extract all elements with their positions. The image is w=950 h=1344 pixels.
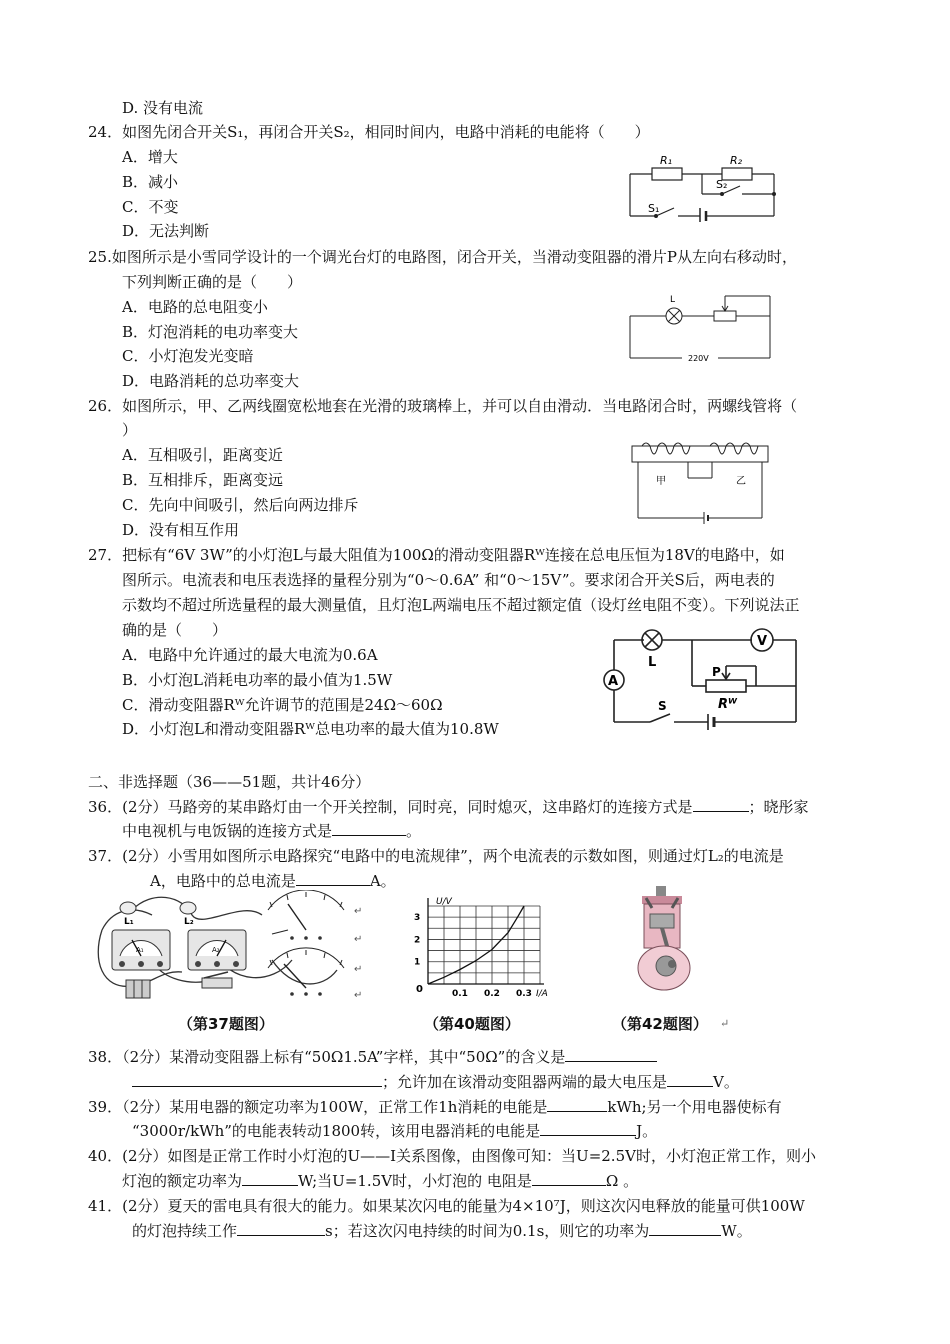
switch	[202, 978, 232, 988]
switch-label: S	[658, 699, 667, 713]
voltage-label: 220V	[688, 354, 709, 363]
q41-text-b: s；若这次闪电持续的时间为0.1s，则它的功率为	[325, 1222, 650, 1240]
lamp-label: L	[670, 295, 676, 305]
q36-line2	[122, 821, 421, 841]
q41-blank-2[interactable]	[649, 1221, 721, 1236]
q23-option-d: D. 没有电流	[122, 99, 204, 117]
fig40-ui-chart	[398, 892, 548, 1004]
svg-text:↵: ↵	[354, 964, 363, 975]
q26-option-a: A．互相吸引，距离变近	[122, 446, 283, 464]
q39-blank-2[interactable]	[540, 1121, 636, 1136]
coil-jia	[642, 443, 690, 454]
switch-s	[650, 714, 670, 722]
q39-text-c: “3000r/kWh”的电能表转动1800转，该用电器消耗的电能是	[132, 1122, 541, 1140]
x-axis-label: I/A	[536, 989, 548, 999]
coil-yi	[710, 443, 758, 454]
jia-label: 甲	[656, 476, 666, 487]
q40-line2	[122, 1171, 638, 1191]
y-axis-label: U/V	[436, 897, 452, 907]
q36-line1	[88, 797, 809, 817]
origin-label: 0	[416, 984, 423, 995]
q24-stem: 24．如图先闭合开关S₁，再闭合开关S₂，相同时间内，电路中消耗的电能将（ ）	[88, 123, 650, 141]
x-tick-label: 0.1	[452, 989, 468, 999]
voltmeter-label: V	[757, 634, 768, 649]
q36-text-b: ；晓彤家	[748, 798, 809, 816]
r1-label: R₁	[660, 154, 673, 167]
fig40-caption: （第40题图）	[424, 1015, 520, 1033]
q38-line1	[88, 1047, 657, 1067]
svg-text:↵: ↵	[354, 990, 363, 1001]
q38-line2	[132, 1072, 739, 1092]
q26-solenoid-figure	[628, 440, 773, 524]
glass-rod	[632, 446, 768, 462]
ammeter-dial-upper	[268, 890, 344, 934]
q27-option-a: A．电路中允许通过的最大电流为0.6A	[122, 646, 378, 664]
lamp-label: L	[648, 655, 657, 670]
q37-blank-total[interactable]	[296, 871, 370, 886]
ammeter-label: A	[608, 674, 619, 689]
q24-circuit-figure	[622, 150, 782, 222]
x-tick-label: 0.3	[516, 989, 532, 999]
piston	[650, 914, 674, 928]
q41-blank-1[interactable]	[237, 1221, 325, 1236]
q24-option-c: C．不变	[122, 198, 179, 216]
q24-option-b: B．减小	[122, 173, 179, 191]
q38-blank-2[interactable]	[667, 1072, 713, 1087]
bulb-l1	[120, 902, 136, 914]
rheostat-symbol	[714, 311, 736, 321]
q25-circuit-figure	[622, 286, 777, 366]
q26-option-b: B．互相排斥，距离变远	[122, 471, 284, 489]
q41-line2	[132, 1221, 752, 1241]
q25-stem-line2: 下列判断正确的是（ ）	[122, 273, 303, 291]
q40-text-b: W;当U=1.5V时，小灯泡的 电阻是	[298, 1172, 532, 1190]
q26-option-d: D．没有相互作用	[122, 521, 240, 539]
q37-text-b: A。	[369, 872, 396, 890]
y-tick-label: 1	[414, 957, 421, 968]
q24-option-a: A．增大	[122, 148, 178, 166]
q26-stem-line2: ）	[122, 421, 138, 439]
q39-blank-1[interactable]	[547, 1097, 607, 1112]
q27-stem-line1: 27．把标有“6V 3W”的小灯泡L与最大阻值为100Ω的滑动变阻器Rᵂ连接在总电压恒为18V的电路中，如	[88, 546, 785, 564]
q39-line2	[132, 1121, 657, 1141]
q27-option-d: D．小灯泡L和滑动变阻器Rᵂ总电功率的最大值为10.8W	[122, 720, 499, 738]
q25-option-b: B．灯泡消耗的电功率变大	[122, 323, 299, 341]
section2-heading: 二、非选择题（36——51题，共计46分）	[88, 773, 371, 791]
a1-label: A₁	[136, 946, 144, 954]
r2-label: R₂	[730, 154, 743, 167]
q36-blank-2[interactable]	[332, 821, 406, 836]
s2-label: S₂	[716, 178, 728, 191]
q39-text-b: kWh;另一个用电器使标有	[607, 1098, 782, 1116]
q39-line1	[88, 1097, 782, 1117]
bulb-l2	[180, 902, 196, 914]
svg-text:↵: ↵	[354, 906, 363, 917]
q40-line1: 40．(2分）如图是正常工作时小灯泡的U——I关系图像，由图像可知：当U=2.5V时，小灯泡正常工作，则小	[88, 1147, 816, 1165]
q36-text-c: 中电视机与电饭锅的连接方式是	[122, 822, 333, 840]
battery	[126, 980, 150, 998]
x-tick-label: 0.2	[484, 989, 500, 999]
q36-text-a: 36．(2分）马路旁的某串路灯由一个开关控制，同时亮，同时熄灭，这串路灯的连接方式是	[88, 798, 693, 816]
fig42-engine-image	[628, 884, 698, 994]
q36-blank-1[interactable]	[693, 797, 749, 812]
q27-stem-line4: 确的是（ ）	[122, 621, 228, 639]
y-tick-label: 3	[414, 913, 421, 924]
q40-blank-2[interactable]	[532, 1171, 606, 1186]
q27-circuit-figure	[596, 626, 816, 734]
q25-option-c: C．小灯泡发光变暗	[122, 347, 254, 365]
q40-blank-1[interactable]	[242, 1171, 298, 1186]
fig37-caption: （第37题图）	[178, 1015, 274, 1033]
q41-line1: 41．(2分）夏天的雷电具有很大的能力。如果某次闪电的能量为4×10⁷J，则这次闪电释放的能量可供100W	[88, 1197, 805, 1215]
rheostat-symbol	[706, 680, 746, 692]
q25-stem-line1: 25.如图所示是小雪同学设计的一个调光台灯的电路图，闭合开关，当滑动变阻器的滑片P从左向右移动时，	[88, 248, 797, 266]
q38-blank-1-cont[interactable]	[132, 1072, 382, 1087]
slider-label: P	[712, 665, 721, 679]
q26-stem-line1: 26．如图所示，甲、乙两线圈宽松地套在光滑的玻璃棒上，并可以自由滑动．当电路闭合时，两螺线管将（	[88, 397, 798, 415]
q37-line1: 37．(2分）小雪用如图所示电路探究“电路中的电流规律”，两个电流表的示数如图，则通过灯L₂的电流是	[88, 847, 784, 865]
r1-resistor	[652, 168, 682, 180]
svg-text:↵: ↵	[354, 934, 363, 945]
q38-text-b: ；允许加在该滑动变阻器两端的最大电压是	[382, 1073, 668, 1091]
rheostat-label: Rᵂ	[718, 697, 738, 712]
q38-text-c: V。	[713, 1073, 739, 1091]
q37-line2	[150, 871, 396, 891]
q38-text-a: 38．（2分）某滑动变阻器上标有“50Ω1.5A”字样，其中“50Ω”的含义是	[88, 1048, 566, 1066]
q37-text-a: A，电路中的总电流是	[150, 872, 296, 890]
y-tick-label: 2	[414, 935, 421, 946]
q25-option-a: A．电路的总电阻变小	[122, 298, 268, 316]
q40-text-a: 灯泡的额定功率为	[122, 1172, 243, 1190]
q27-stem-line2: 图所示。电流表和电压表选择的量程分别为“0～0.6A” 和“0～15V”。要求闭合开关S后，两电表的	[122, 571, 775, 589]
q39-text-a: 39．（2分）某用电器的额定功率为100W，正常工作1h消耗的电能是	[88, 1098, 548, 1116]
q36-text-d: 。	[406, 822, 422, 840]
l1-label: L₁	[124, 917, 134, 927]
q27-option-c: C．滑动变阻器Rᵂ允许调节的范围是24Ω～60Ω	[122, 696, 443, 714]
l2-label: L₂	[184, 917, 194, 927]
yi-label: 乙	[736, 476, 746, 487]
a2-label: A₂	[212, 946, 220, 954]
q41-text-a: 的灯泡持续工作	[132, 1222, 238, 1240]
q26-option-c: C．先向中间吸引，然后向两边排斥	[122, 496, 359, 514]
s1-label: S₁	[648, 202, 660, 215]
q27-option-b: B．小灯泡L消耗电功率的最小值为1.5W	[122, 671, 393, 689]
q39-text-d: J。	[636, 1122, 658, 1140]
fig37-circuit-photo	[92, 890, 382, 1002]
fig42-caption: （第42题图）	[612, 1015, 708, 1033]
q41-text-c: W。	[721, 1222, 752, 1240]
q40-text-c: Ω 。	[605, 1172, 639, 1190]
q38-blank-1[interactable]	[565, 1047, 657, 1062]
ammeter-dial-lower	[268, 948, 344, 988]
q25-option-d: D．电路消耗的总功率变大	[122, 372, 300, 390]
q27-stem-line3: 示数均不超过所选量程的最大测量值，且灯泡L两端电压不超过额定值（设灯丝电阻不变）。下列说法正	[122, 596, 800, 614]
q24-option-d: D．无法判断	[122, 222, 210, 240]
